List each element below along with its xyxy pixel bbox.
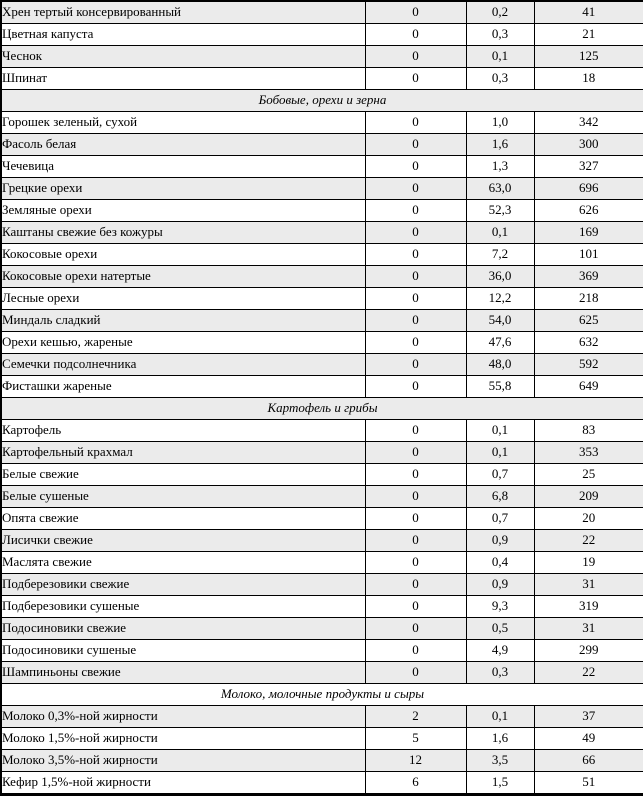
value-cell-3: 31 [534,618,643,640]
food-name-cell: Цветная капуста [1,24,365,46]
value-cell-3: 19 [534,552,643,574]
value-cell-3: 369 [534,266,643,288]
value-cell-1: 0 [365,266,466,288]
table-row [1,750,643,772]
value-cell-2: 48,0 [466,354,534,376]
value-cell-1: 0 [365,178,466,200]
food-name-cell: Чеснок [1,46,365,68]
value-cell-2: 0,1 [466,46,534,68]
value-cell-2: 3,5 [466,750,534,772]
food-name-cell: Горошек зеленый, сухой [1,112,365,134]
value-cell-1: 0 [365,464,466,486]
food-name-cell: Грецкие орехи [1,178,365,200]
value-cell-3: 353 [534,442,643,464]
value-cell-3: 625 [534,310,643,332]
value-cell-1: 0 [365,200,466,222]
section-row [1,684,643,706]
table-row [1,508,643,530]
value-cell-3: 696 [534,178,643,200]
table-row [1,486,643,508]
value-cell-2: 52,3 [466,200,534,222]
value-cell-2: 6,8 [466,486,534,508]
section-title: Картофель и грибы [1,398,643,420]
table-row [1,134,643,156]
value-cell-2: 0,4 [466,552,534,574]
section-row [1,90,643,112]
value-cell-2: 1,6 [466,134,534,156]
value-cell-2: 0,5 [466,618,534,640]
value-cell-3: 31 [534,574,643,596]
food-name-cell: Фасоль белая [1,134,365,156]
value-cell-2: 0,7 [466,464,534,486]
table-row [1,1,643,24]
value-cell-1: 2 [365,706,466,728]
value-cell-2: 0,1 [466,706,534,728]
value-cell-1: 0 [365,156,466,178]
nutrition-table-body [1,1,643,795]
value-cell-1: 5 [365,728,466,750]
value-cell-3: 125 [534,46,643,68]
value-cell-1: 0 [365,442,466,464]
food-name-cell: Хрен тертый консервированный [1,1,365,24]
value-cell-2: 0,3 [466,68,534,90]
value-cell-3: 626 [534,200,643,222]
value-cell-3: 209 [534,486,643,508]
value-cell-1: 0 [365,288,466,310]
value-cell-3: 25 [534,464,643,486]
table-row [1,200,643,222]
value-cell-1: 0 [365,24,466,46]
value-cell-2: 1,6 [466,728,534,750]
food-name-cell: Подберезовики свежие [1,574,365,596]
value-cell-2: 0,1 [466,222,534,244]
table-row [1,442,643,464]
table-row [1,706,643,728]
value-cell-3: 342 [534,112,643,134]
food-name-cell: Белые свежие [1,464,365,486]
value-cell-2: 0,9 [466,574,534,596]
value-cell-1: 0 [365,310,466,332]
table-row [1,618,643,640]
table-row [1,46,643,68]
value-cell-1: 0 [365,618,466,640]
value-cell-3: 22 [534,662,643,684]
food-name-cell: Белые сушеные [1,486,365,508]
value-cell-2: 55,8 [466,376,534,398]
food-name-cell: Чечевица [1,156,365,178]
food-name-cell: Орехи кешью, жареные [1,332,365,354]
table-row [1,244,643,266]
table-row [1,266,643,288]
food-name-cell: Молоко 1,5%-ной жирности [1,728,365,750]
table-row [1,354,643,376]
value-cell-3: 101 [534,244,643,266]
food-name-cell: Кокосовые орехи [1,244,365,266]
value-cell-2: 63,0 [466,178,534,200]
value-cell-3: 327 [534,156,643,178]
value-cell-3: 18 [534,68,643,90]
section-row [1,398,643,420]
table-row [1,112,643,134]
food-name-cell: Маслята свежие [1,552,365,574]
food-name-cell: Каштаны свежие без кожуры [1,222,365,244]
food-name-cell: Кокосовые орехи натертые [1,266,365,288]
value-cell-3: 20 [534,508,643,530]
value-cell-3: 169 [534,222,643,244]
food-name-cell: Земляные орехи [1,200,365,222]
value-cell-2: 1,0 [466,112,534,134]
food-name-cell: Картофельный крахмал [1,442,365,464]
value-cell-1: 0 [365,332,466,354]
value-cell-2: 4,9 [466,640,534,662]
value-cell-2: 0,1 [466,420,534,442]
value-cell-1: 0 [365,486,466,508]
value-cell-1: 6 [365,772,466,795]
value-cell-3: 49 [534,728,643,750]
table-row [1,552,643,574]
value-cell-3: 218 [534,288,643,310]
value-cell-2: 9,3 [466,596,534,618]
value-cell-2: 1,5 [466,772,534,795]
value-cell-1: 12 [365,750,466,772]
food-name-cell: Молоко 3,5%-ной жирности [1,750,365,772]
section-title: Бобовые, орехи и зерна [1,90,643,112]
table-row [1,156,643,178]
value-cell-1: 0 [365,508,466,530]
value-cell-3: 41 [534,1,643,24]
value-cell-3: 632 [534,332,643,354]
table-row [1,728,643,750]
table-row [1,530,643,552]
value-cell-1: 0 [365,46,466,68]
table-row [1,640,643,662]
value-cell-1: 0 [365,420,466,442]
value-cell-1: 0 [365,68,466,90]
table-row [1,464,643,486]
table-row [1,662,643,684]
food-name-cell: Шпинат [1,68,365,90]
value-cell-3: 300 [534,134,643,156]
table-row [1,222,643,244]
value-cell-2: 0,7 [466,508,534,530]
table-row [1,420,643,442]
food-name-cell: Лисички свежие [1,530,365,552]
value-cell-3: 649 [534,376,643,398]
section-title: Молоко, молочные продукты и сыры [1,684,643,706]
value-cell-1: 0 [365,662,466,684]
table-row [1,68,643,90]
food-name-cell: Семечки подсолнечника [1,354,365,376]
value-cell-3: 51 [534,772,643,795]
table-row [1,376,643,398]
value-cell-1: 0 [365,112,466,134]
value-cell-1: 0 [365,222,466,244]
food-name-cell: Молоко 0,3%-ной жирности [1,706,365,728]
food-name-cell: Кефир 1,5%-ной жирности [1,772,365,795]
value-cell-3: 22 [534,530,643,552]
food-name-cell: Подберезовики сушеные [1,596,365,618]
table-row [1,596,643,618]
table-row [1,772,643,795]
value-cell-1: 0 [365,354,466,376]
value-cell-1: 0 [365,552,466,574]
value-cell-1: 0 [365,530,466,552]
value-cell-2: 47,6 [466,332,534,354]
food-name-cell: Подосиновики сушеные [1,640,365,662]
value-cell-1: 0 [365,134,466,156]
table-row [1,24,643,46]
table-row [1,574,643,596]
value-cell-2: 1,3 [466,156,534,178]
value-cell-2: 54,0 [466,310,534,332]
value-cell-3: 83 [534,420,643,442]
value-cell-1: 0 [365,376,466,398]
value-cell-2: 0,3 [466,662,534,684]
value-cell-2: 12,2 [466,288,534,310]
value-cell-1: 0 [365,244,466,266]
value-cell-1: 0 [365,1,466,24]
value-cell-2: 0,1 [466,442,534,464]
value-cell-3: 37 [534,706,643,728]
value-cell-2: 7,2 [466,244,534,266]
value-cell-2: 0,9 [466,530,534,552]
value-cell-3: 66 [534,750,643,772]
value-cell-1: 0 [365,596,466,618]
table-row [1,332,643,354]
food-name-cell: Шампиньоны свежие [1,662,365,684]
value-cell-3: 592 [534,354,643,376]
value-cell-2: 36,0 [466,266,534,288]
value-cell-1: 0 [365,640,466,662]
value-cell-3: 299 [534,640,643,662]
food-name-cell: Опята свежие [1,508,365,530]
value-cell-3: 21 [534,24,643,46]
table-row [1,310,643,332]
value-cell-1: 0 [365,574,466,596]
table-row [1,288,643,310]
food-name-cell: Фисташки жареные [1,376,365,398]
food-name-cell: Подосиновики свежие [1,618,365,640]
food-name-cell: Картофель [1,420,365,442]
food-name-cell: Лесные орехи [1,288,365,310]
value-cell-2: 0,3 [466,24,534,46]
table-row [1,178,643,200]
value-cell-3: 319 [534,596,643,618]
food-name-cell: Миндаль сладкий [1,310,365,332]
value-cell-2: 0,2 [466,1,534,24]
